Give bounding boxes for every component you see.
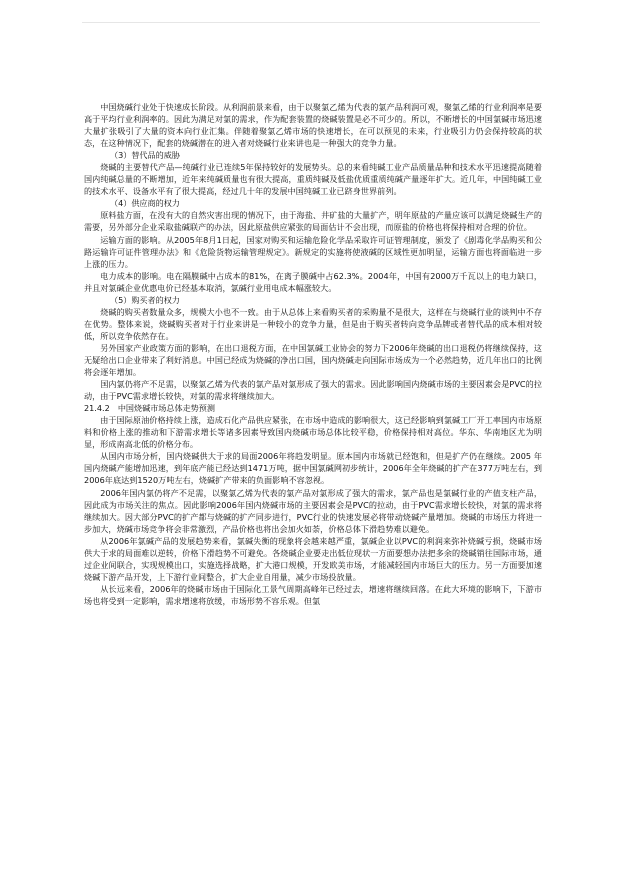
paragraph: 从长远来看，2006年的烧碱市场由于国际化工景气周期高峰年已经过去，增速将继续回落。在此大环境的影响下，下游市场也将受到一定影响，需求增速将放缓，市场形势不容乐观。但氯 — [84, 583, 542, 606]
paragraph: 烧碱的主要替代产品—纯碱行业已连续5年保持较好的发展势头。总的来看纯碱工业产品质量品种和技术水平迅速提高随着国内纯碱总量的不断增加，近年来纯碱质量也有很大提高，重质纯碱及低盐优质重质纯碱产量逐年扩大。近几年，中国纯碱工业的技术水平、设备水平有了很大提高，经过几十年的发展中国纯碱工业已跻身世界前列。 — [84, 162, 542, 197]
paragraph: 另外国家产业政策方面的影响，在出口退税方面，在中国氯碱工业协会的努力下2006年烧碱的出口退税仍将继续保持，这无疑给出口企业带来了利好消息。中国已经成为烧碱的净出口国，国内烧碱走向国际市场成为一个必然趋势，近几年出口的比例将会逐年增加。 — [84, 342, 542, 378]
paragraph: 电力成本的影响。电在隔膜碱中占成本的81%，在离子膜碱中占62.3%。2004年，中国有2000万千瓦以上的电力缺口，并且对氯碱企业优惠电价已经基本取消，氯碱行业用电成本幅涨较大。 — [84, 270, 542, 293]
paragraph: 烧碱的购买者数量众多，规模大小也不一致。由于从总体上来看购买者的采购量不是很大，这样在与烧碱行业的谈判中不存在优势。整体来说，烧碱购买者对于行业来讲是一种较小的竞争力量，但是由于购买者转向竞争品牌或者替代品的成本相对较低，所以竞争依然存在。 — [84, 306, 542, 341]
subheading: （5）购买者的权力 — [110, 294, 180, 305]
paragraph: 2006年国内氯仍将产不足需，以聚氯乙烯为代表的氯产品对氯形成了强大的需求，氯产品也是氯碱行业的产值支柱产品，因此成为市场关注的焦点。因此影响2006年国内烧碱市场的主要因素会是PVC的拉动，由于PVC需求增长较快，对氯的需求将继续加大。因大部分PVC的扩产都与烧碱的扩产同步进行，PVC行业的快速发展必将带动烧碱产量增加。烧碱的市场压力将进一步加大，烧碱市场竞争将会非常激烈，产品价格也将出会加火如荼，价格总体下滑趋势难以避免。 — [84, 487, 542, 534]
paragraph: 原料盐方面，在没有大的自然灾害出现的情况下，由于海盐、井矿盐的大量扩产，明年原盐的产量应该可以满足烧碱生产的需要，另外部分企业采取盐碱联产的办法，因此原盐供应紧张的局面估计不会出现，而原盐的价格也将保持相对合理的价位。 — [84, 210, 542, 233]
paragraph: 中国烧碱行业处于快速成长阶段。从利润前景来看，由于以聚氯乙烯为代表的氯产品利润可观，聚氯乙烯的行业利润率是要高于平均行业利润率的。因此为满足对氯的需求，作为配套装置的烧碱装置是必不可少的。所以，不断增长的中国氯碱市场迅速大量扩张吸引了大量的资本向行业汇集。伴随着聚氯乙烯市场的快速增长，在可以预见的未来，行业吸引力仍会保持较高的状态，在这种情况下，配套的烧碱潜在的进入者对烧碱行业来讲也是一种强大的竞争力量。 — [84, 102, 542, 149]
header-rule — [82, 22, 540, 23]
paragraph: 国内氯仍将产不足需，以聚氯乙烯为代表的氯产品对氯形成了强大的需求。因此影响国内烧碱市场的主要因素会是PVC的拉动，由于PVC需求增长较快，对氯的需求将继续加大。 — [84, 379, 542, 402]
paragraph: 运输方面的影响。从2005年8月1日起，国家对购买和运输危险化学品采取许可证管理制度，颁发了《剧毒化学品购买和公路运输许可证件管理办法》和《危险货物运输管理规定》。新规定的实施将使液碱的区域性更加明显，运输方面也将面临进一步上涨的压力。 — [84, 234, 542, 269]
document-body — [84, 101, 542, 607]
section-heading: 21.4.2 中国烧碱市场总体走势预测 — [84, 403, 215, 414]
subheading: （3）替代品的威胁 — [110, 150, 180, 161]
paragraph: 从国内市场分析，国内烧碱供大于求的局面2006年将趋发明显。原本国内市场就已经饱和，但是扩产仍在继续。2005 年国内烧碱产能增加迅速，到年底产能已经达到1471万吨，据中国氯碱网初步统计，2006年全年烧碱的扩产在377万吨左右，到2006年底达到1520万吨左右，烧碱扩产带来的负面影响不容忽视。 — [84, 451, 542, 486]
subheading: （4）供应商的权力 — [110, 198, 180, 209]
paragraph: 从2006年氯碱产品的发展趋势来看，氯碱失衡的现象将会越来越严重，氯碱企业以PVC的利润来弥补烧碱亏损，烧碱市场供大于求的局面难以逆转，价格下滑趋势不可避免。各烧碱企业要走出低位现状一方面要想办法把多余的烧碱销往国际市场，通过企业间联合，实现规模出口，实施选择战略，扩大港口规模，开发欧美市场，才能减轻国内市场巨大的压力。另一方面要加速烧碱下游产品开发，上下游行业间整合，扩大企业自用量，减少市场投放量。 — [84, 535, 542, 582]
paragraph: 由于国际原油价格持续上涨，造成石化产品供应紧张，在市场中造成的影响很大，这已经影响到氯碱工厂开工率国内市场原料和价格上涨的推动和下游需求增长等诸多因素导致国内烧碱市场总体比较平稳，价格保持相对高位。华东、华南地区尤为明显，形成南高北低的价格分布。 — [84, 415, 542, 450]
